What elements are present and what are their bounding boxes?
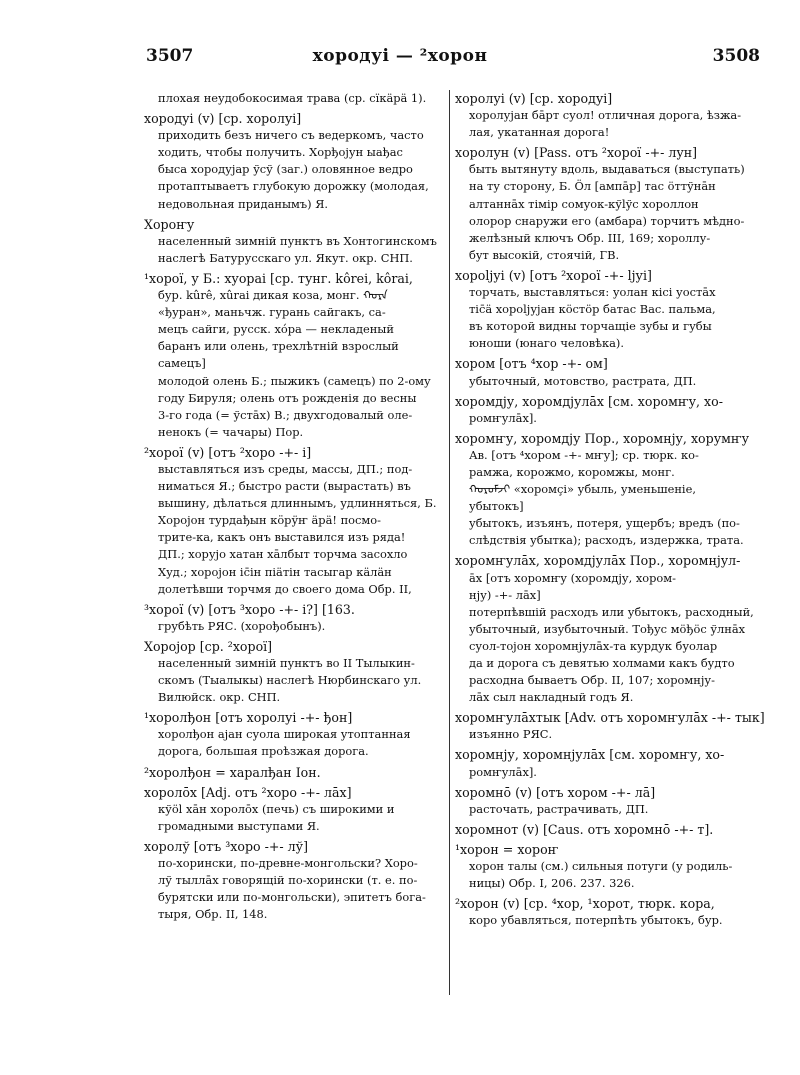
entry-text-line: да и дорога съ девятью холмами какъ будто [469, 656, 735, 670]
entry-text-line: желѣзный ключъ Обр. III, 169; хороллу- [469, 230, 711, 245]
entry-text-line: расходна бываетъ Обр. II, 107; хоромнју- [469, 673, 715, 688]
entry-headword-line: ²хорої (v) [отъ ²хоро -+- і] [144, 444, 312, 460]
dictionary-entry [455, 355, 785, 389]
entry-text-line: тіс̄ä хороljујан кöстöр батас Вас. пальма, [469, 302, 716, 317]
entry-headword-line: хоромҥу, хоромдју Пор., хоромнју, хорумҥу [455, 430, 750, 446]
entry-text-line: бут высокій, стоячій, ГВ. [469, 247, 620, 262]
dictionary-entry [144, 90, 444, 107]
dictionary-entry [144, 709, 444, 760]
dictionary-entry [144, 110, 444, 213]
entry-text-line: нју) -+- лāх] [469, 587, 541, 602]
entry-headword-line: ¹хоролђон [отъ хоролуі -+- ђон] [144, 710, 353, 726]
entry-text-line: баранъ или олень, трехлѣтній взрослый [158, 339, 399, 354]
entry-text-line: трите-ка, какъ онъ выставился изъ ряда! [158, 530, 406, 545]
entry-headword-line: хоромҥулāх, хоромдјулāх Пор., хоромнјул- [455, 553, 741, 569]
entry-text-line: долетѣвши торчмя до своего дома Обр. II, [158, 581, 412, 596]
entry-text-line: кўöl хāн хоролōх (печь) съ широкими и [158, 801, 395, 816]
entry-text-line: ДП.; хорујо хатан хāлбыт торчма засохло [158, 547, 408, 562]
entry-text-line: бурятски или по-монгольски), эпитетъ бога- [158, 890, 426, 905]
entry-text-line: ниматься Я.; быстро расти (вырастать) въ [158, 479, 411, 494]
entry-text-line: Ав. [отъ ⁴хором -+- мҥу]; ср. тюрк. ко- [469, 447, 699, 462]
entry-text-line: наслегѣ Батурусскаго ул. Якут. окр. СНП. [158, 250, 413, 265]
entry-text-line: хоролуjан бāрт суол! отличная дорога, ѣзжа- [469, 108, 742, 123]
entry-text-line: алтаннāх тімір сомуок-кўlўс хороллон [469, 196, 699, 211]
entry-headword-line: хоромнот (v) [Caus. отъ хоромнō -+- т]. [455, 821, 714, 837]
dictionary-entry [144, 444, 444, 598]
entry-headword-line: хоролуі (v) [ср. хородуі] [455, 91, 613, 106]
entry-text-line: грубѣть РЯС. (хорођобынъ). [158, 618, 326, 633]
entry-text-line: быса хородуjар ўсў (заг.) оловянное ведро [158, 162, 413, 177]
entry-text-line: ромҥулāх]. [469, 410, 537, 425]
entry-text-line: по-хорински, по-древне-монгольски? Хоро- [158, 856, 418, 871]
entry-text-line: рамжа, корожмо, коромжы, монг. [469, 464, 675, 479]
entry-text-line: Вилюйск. окр. СНП. [158, 690, 281, 705]
entry-text-line: āх [отъ хоромҥу (хоромдју, хором- [469, 570, 676, 585]
entry-text-line: Хоројон турдађын кӧрӱҥ äрä! посмо- [158, 513, 381, 528]
entry-text-line: недовольная приданымъ) Я. [158, 196, 329, 211]
entry-text-line: самецъ] [158, 356, 206, 371]
entry-text-line: торчать, выставляться: уолан кісі уостāх [469, 285, 716, 300]
column-divider [449, 90, 450, 995]
entry-text-line: приходить безъ ничего съ ведеркомъ, часто [158, 128, 424, 143]
dictionary-entry [144, 764, 444, 781]
right-page-number: 3508 [712, 46, 760, 66]
entry-text-line: молодой олень Б.; пыжикъ (самецъ) по 2-ому [158, 373, 431, 388]
entry-text-line: ницы) Обр. I, 206. 237. 326. [469, 876, 635, 891]
entry-text-line: изъянно РЯС. [469, 727, 553, 742]
entry-text-line: убытокъ] [469, 499, 524, 514]
dictionary-entry [455, 90, 785, 141]
entry-text-line: суол-тојон хоромнјулāх-та курдук буолар [469, 638, 718, 653]
entry-text-line: бур. kûrê, xûrai дикая коза, монг. ᠬᠣᠷᠠ [158, 288, 388, 303]
dictionary-entry [455, 841, 785, 892]
entry-text-line: лāх сыл накладный годъ Я. [469, 690, 634, 705]
entry-headword-line: хоромҥулāхтык [Adv. отъ хоромҥулāх -+- тык] [455, 710, 765, 726]
entry-text-line: хорон талы (см.) сильныя потуги (у родиль- [469, 859, 733, 874]
dictionary-entry [455, 746, 785, 780]
entry-headword-line: ¹хорої, у Б.: хуораі [ср. тунг. kôrei, kôrai, [144, 270, 413, 286]
entry-headword-line: хоролōх [Adj. отъ ²хоро -+- лāх] [144, 784, 352, 800]
dictionary-entry [455, 393, 785, 427]
entry-headword-line: хороljуі (v) [отъ ²хорої -+- ljуі] [455, 267, 652, 283]
entry-text-line: скомъ (Тыалыкы) наслегѣ Нюрбинскаго ул. [158, 673, 422, 688]
dictionary-entry [455, 784, 785, 818]
entry-text-line: 3-го года (= ўстāх) В.; двухгодовалый оле- [158, 407, 413, 422]
dictionary-entry [144, 270, 444, 441]
dictionary-entry [455, 144, 785, 264]
entry-text-line: въ которой видны торчащіе зубы и губы [469, 319, 712, 334]
entry-text-line: Худ.; хоројон іс̄ін піäтін тасыгар кäлäн [158, 564, 392, 579]
entry-text-line: выставляться изъ среды, массы, ДП.; под- [158, 461, 413, 476]
entry-text-line: плохая неудобокосимая трава (ср. сїкäрä 1). [158, 91, 427, 105]
entry-headword-line: ²хоролђон = харалђан Іон. [144, 764, 321, 780]
entry-headword-line: ²хорон (v) [ср. ⁴хор, ¹хорот, тюрк. кора, [455, 896, 715, 912]
entry-text-line: мецъ сайги, русск. хóра — некладеный [158, 322, 394, 337]
dictionary-entry [455, 430, 785, 550]
entry-text-line: юноши (юнаго человѣка). [469, 336, 624, 351]
entry-text-line: олорор снаружи его (амбара) торчитъ мѣдно- [469, 213, 745, 228]
running-title: хородуі — ²хорон [312, 46, 488, 66]
entry-text-line: ᠬᠣᠷᠣᠮᠵᠢ «хоромҫі» убыль, уменьшеніе, [469, 482, 696, 497]
entry-text-line: на ту сторону, Б. Öл [ампāр] тас öттўнāн [469, 179, 716, 194]
dictionary-entry [144, 638, 444, 706]
entry-text-line: вышину, дѣлаться длиннымъ, удлинняться, Б. [158, 496, 437, 511]
entry-text-line: коро убавляться, потерпѣть убытокъ, бур. [469, 913, 723, 928]
dictionary-entry [455, 895, 785, 929]
right-column [455, 90, 785, 932]
entry-text-line: дорога, большая проѣзжая дорога. [158, 744, 369, 759]
entry-headword-line: хоромдју, хоромдјулāх [см. хоромҥу, хо- [455, 393, 723, 409]
entry-headword-line: Хоројор [ср. ²хорої] [144, 638, 273, 654]
page-header [0, 46, 800, 76]
dictionary-entry [144, 838, 444, 923]
dictionary-entry [455, 709, 785, 743]
dictionary-entry [144, 216, 444, 267]
entry-text-line: потерпѣвшій расходъ или убытокъ, расходный, [469, 604, 754, 619]
entry-text-line: лая, укатанная дорога! [469, 125, 610, 140]
entry-text-line: быть вытянуту вдоль, выдаваться (выступать) [469, 162, 745, 177]
entry-headword-line: хоролун (v) [Pass. отъ ²хорої -+- лун] [455, 145, 698, 161]
entry-text-line: населенный зимній пунктъ во II Тылыкин- [158, 656, 415, 670]
entry-text-line: ромҥулāх]. [469, 764, 537, 779]
entry-text-line: «ђуран», маньчж. гурань сайгакъ, са- [158, 305, 386, 320]
dictionary-entry [144, 784, 444, 835]
entry-text-line: тыря, Обр. II, 148. [158, 907, 268, 922]
left-page-number: 3507 [146, 46, 194, 66]
entry-text-line: хоролђон аjан суола широкая утоптанная [158, 727, 411, 742]
entry-headword-line: Хороҥу [144, 216, 195, 232]
entry-text-line: убытокъ, изъянъ, потеря, ущербъ; вредъ (по- [469, 516, 740, 531]
entry-text-line: расточать, растрачивать, ДП. [469, 801, 649, 816]
entry-text-line: году Бируля; олень отъ рожденія до весны [158, 390, 417, 405]
entry-headword-line: хоролў [отъ ³хоро -+- лў] [144, 838, 308, 854]
entry-text-line: убыточный, мотовство, растрата, ДП. [469, 373, 697, 388]
dictionary-entry [455, 552, 785, 706]
dictionary-entry [144, 601, 444, 635]
left-column [144, 90, 444, 926]
entry-text-line: протаптываетъ глубокую дорожку (молодая, [158, 179, 429, 194]
entry-text-line: ходить, чтобы получить. Хорђојун ыађас [158, 145, 403, 160]
entry-text-line: слѣдствія убытка); расходъ, издержка, трата. [469, 533, 744, 548]
dictionary-entry [455, 821, 785, 838]
dictionary-entry [455, 267, 785, 352]
entry-text-line: лў тыллāх говорящій по-хорински (т. е. по- [158, 873, 418, 888]
entry-headword-line: ¹хорон = хороҥ [455, 841, 559, 857]
entry-headword-line: хором [отъ ⁴хор -+- ом] [455, 356, 608, 372]
entry-headword-line: хоромнју, хоромнјулāх [см. хоромҥу, хо- [455, 747, 725, 763]
entry-headword-line: хородуі (v) [ср. хоролуі] [144, 111, 302, 127]
entry-text-line: громадными выступами Я. [158, 818, 320, 833]
entry-text-line: ненокъ (= чачары) Пор. [158, 424, 304, 439]
entry-text-line: убыточный, изубыточный. Тођус мöђöс ўлнāх [469, 621, 746, 636]
entry-headword-line: ³хорої (v) [отъ ³хоро -+- і?] [163. [144, 601, 355, 617]
entry-text-line: населенный зимній пунктъ въ Хонтогинскомъ [158, 233, 437, 248]
entry-headword-line: хоромнō (v) [отъ хором -+- лā] [455, 784, 656, 800]
